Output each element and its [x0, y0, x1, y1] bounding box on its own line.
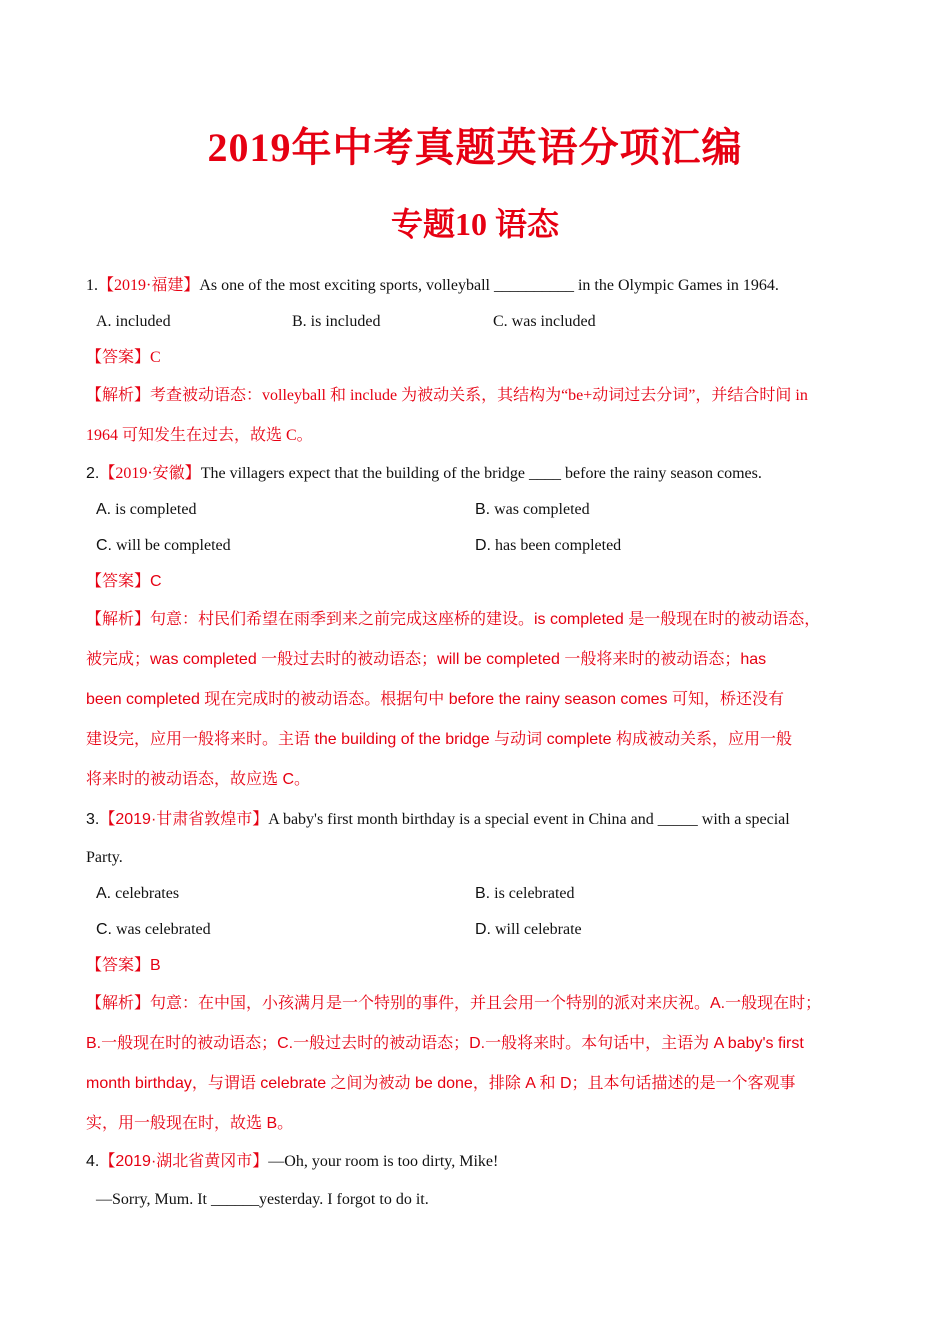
question-3	[86, 800, 876, 840]
answer-3: 【答案】B	[86, 957, 161, 974]
question-source: 【2019·甘肃省敦煌市】	[99, 811, 269, 828]
question-number: 1.	[86, 277, 98, 294]
options-2-row-1	[86, 492, 876, 528]
question-number: 3.	[86, 811, 100, 828]
answer-2: 【答案】C	[86, 573, 162, 590]
analysis-line: B.一般现在时的被动语态；C.一般过去时的被动语态；D.一般将来时。本句话中，主语为 A baby's first	[86, 1035, 804, 1052]
analysis-2	[86, 600, 876, 800]
question-text: —Oh, your room is too dirty, Mike!	[268, 1153, 499, 1170]
question-3-continued: Party.	[86, 849, 123, 866]
question-source: 【2019·湖北省黄冈市】	[99, 1153, 269, 1170]
question-source: 【2019·安徽】	[99, 465, 201, 482]
options-1	[86, 304, 876, 340]
question-text: The villagers expect that the building of the bridge ____ before the rainy season comes.	[200, 465, 762, 482]
option-b: B. is included	[292, 313, 381, 330]
option-c: C. was included	[493, 313, 596, 330]
option-a: A. included	[96, 313, 171, 330]
question-4-reply: —Sorry, Mum. It ______yesterday. I forgot to do it.	[96, 1191, 429, 1208]
analysis-line: month birthday，与谓语 celebrate 之间为被动 be done，排除 A 和 D；且本句话描述的是一个客观事	[86, 1075, 796, 1092]
options-3-row-1	[86, 876, 876, 912]
answer-1: 【答案】C	[86, 349, 161, 366]
option-d: D. will celebrate	[475, 921, 582, 938]
question-text: A baby's first month birthday is a special event in China and _____ with a special	[268, 811, 790, 828]
page-subtitle: 专题10 语态	[390, 206, 559, 242]
option-a: A. is completed	[96, 501, 197, 518]
analysis-1	[86, 376, 876, 456]
option-c: C. will be completed	[96, 537, 231, 554]
question-text: As one of the most exciting sports, volleyball __________ in the Olympic Games in 1964.	[199, 277, 779, 294]
option-d: D. has been completed	[475, 537, 622, 554]
analysis-line: 被完成；was completed 一般过去时的被动语态；will be completed 一般将来时的被动语态；has	[86, 651, 767, 668]
question-1	[86, 268, 876, 304]
question-2	[86, 456, 876, 492]
question-number: 2.	[86, 465, 100, 482]
analysis-line: been completed 现在完成时的被动语态。根据句中 before the rainy season comes 可知，桥还没有	[86, 691, 784, 708]
option-a: A. celebrates	[96, 885, 180, 902]
option-b: B. is celebrated	[475, 885, 575, 902]
analysis-line: 【解析】句意：在中国，小孩满月是一个特别的事件，并且会用一个特别的派对来庆祝。A.一般现在时；	[86, 995, 822, 1012]
analysis-3	[86, 984, 876, 1144]
page-title: 2019年中考真题英语分项汇编	[207, 125, 743, 170]
analysis-line: 建设完，应用一般将来时。主语 the building of the bridge 与动词 complete 构成被动关系，应用一般	[86, 731, 792, 748]
questions	[86, 268, 876, 1220]
analysis-line: 1964 可知发生在过去，故选 C。	[86, 427, 313, 444]
question-source: 【2019·福建】	[98, 277, 200, 294]
analysis-line: 实，用一般现在时，故选 B。	[86, 1115, 294, 1132]
option-b: B. was completed	[475, 501, 590, 518]
question-4	[86, 1144, 876, 1180]
analysis-line: 将来时的被动语态，故应选 C。	[86, 771, 311, 788]
analysis-line: 【解析】考查被动语态：volleyball 和 include 为被动关系，其结构为“be+动词过去分词”，并结合时间 in	[86, 387, 808, 404]
analysis-line: 【解析】句意：村民们希望在雨季到来之前完成这座桥的建设。is completed 是一般现在时的被动语态，	[86, 611, 821, 628]
options-3-row-2	[86, 912, 876, 948]
options-2-row-2	[86, 528, 876, 564]
question-number: 4.	[86, 1153, 100, 1170]
option-c: C. was celebrated	[96, 921, 211, 938]
